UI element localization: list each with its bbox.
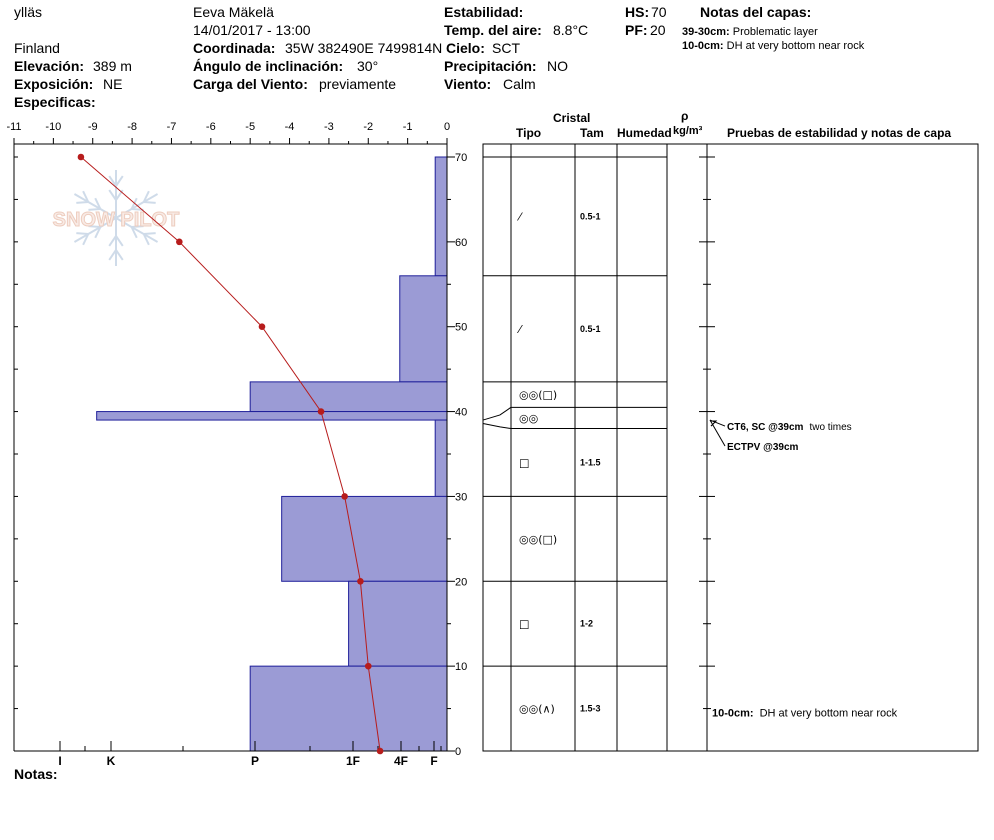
layer-note-1-range: 39-30cm: bbox=[682, 26, 730, 38]
hardness-bar-5 bbox=[282, 496, 447, 581]
notes-label: Notas: bbox=[14, 766, 58, 782]
temp-tick-label: -5 bbox=[245, 121, 256, 133]
crystal-type-3: ◎◎ bbox=[519, 411, 539, 425]
air-temp-value: 8.8°C bbox=[553, 22, 589, 38]
crystal-type-2: ◎◎(□) bbox=[519, 388, 558, 402]
temp-tick-label: -10 bbox=[45, 121, 62, 133]
hardness-bar-6 bbox=[349, 581, 447, 666]
temp-tick-label: -2 bbox=[363, 121, 374, 133]
specifics-label: Especificas: bbox=[14, 94, 96, 110]
temperature-point bbox=[259, 323, 266, 330]
layer-note-1-text: Problematic layer bbox=[732, 26, 818, 38]
hardness-tick-label: P bbox=[250, 754, 260, 768]
snowflake-branch bbox=[109, 190, 116, 200]
stability-test-1 bbox=[727, 442, 799, 453]
temp-tick-label: -8 bbox=[127, 121, 137, 133]
crystal-type-0: ⁄ bbox=[519, 210, 521, 224]
snowflake-branch bbox=[76, 202, 88, 203]
coord-value: 35W 382490E 7499814N bbox=[285, 40, 443, 56]
height-tick-label: 30 bbox=[455, 491, 468, 504]
snowflake-branch bbox=[109, 250, 116, 260]
country: Finland bbox=[14, 40, 60, 56]
wind-value: Calm bbox=[503, 76, 536, 92]
stratigraphy-table bbox=[483, 144, 978, 751]
hardness-bar-7 bbox=[250, 666, 447, 751]
crystal-type-6: □ bbox=[519, 617, 530, 631]
height-tick-label: 20 bbox=[455, 576, 468, 589]
coord-label: Coordinada: bbox=[193, 40, 276, 56]
pf-value: 20 bbox=[650, 22, 666, 38]
wind-label: Viento: bbox=[444, 76, 492, 92]
temperature-point bbox=[357, 578, 364, 585]
elevation-label: Elevación: bbox=[14, 58, 85, 74]
tests-header: Pruebas de estabilidad y notas de capa bbox=[727, 126, 952, 140]
snowflake-branch bbox=[144, 202, 156, 203]
air-temp-label: Temp. del aire: bbox=[444, 22, 542, 38]
height-tick-label: 60 bbox=[455, 236, 468, 249]
layer-note-row bbox=[712, 708, 898, 720]
datetime: 14/01/2017 - 13:00 bbox=[193, 22, 311, 38]
wind-load-label: Carga del Viento: bbox=[193, 76, 308, 92]
slope-label: Ángulo de inclinación: bbox=[193, 58, 344, 74]
hs-value: 70 bbox=[651, 4, 667, 20]
elevation-value: 389 m bbox=[93, 58, 132, 74]
size-header: Tam bbox=[580, 126, 604, 140]
temp-tick-label: -7 bbox=[166, 121, 177, 133]
temp-tick-label: -9 bbox=[87, 121, 98, 133]
snowflake-branch bbox=[116, 250, 123, 260]
precip-value: NO bbox=[547, 58, 568, 74]
observer: Eeva Mäkelä bbox=[193, 4, 274, 20]
hardness-bar-4 bbox=[435, 420, 447, 496]
snowflake-branch bbox=[144, 233, 156, 234]
temp-tick-label: -11 bbox=[6, 121, 22, 133]
precip-label: Precipitación: bbox=[444, 58, 537, 74]
crystal-size-4: 1-1.5 bbox=[580, 457, 601, 468]
crystal-size-1: 0.5-1 bbox=[580, 323, 601, 334]
layer-note-text: DH at very bottom near rock bbox=[759, 707, 898, 720]
hardness-bar-1 bbox=[400, 276, 447, 382]
hardness-bar-0 bbox=[435, 157, 447, 276]
stability-test-0 bbox=[727, 422, 852, 433]
temperature-line bbox=[81, 157, 380, 751]
hardness-bar-3 bbox=[97, 412, 447, 420]
layer-note-2-range: 10-0cm: bbox=[682, 40, 724, 52]
temp-tick-label: -3 bbox=[324, 121, 334, 133]
sky-label: Cielo: bbox=[446, 40, 485, 56]
hardness-tick-label: 1F bbox=[345, 754, 361, 768]
height-tick-label: 70 bbox=[455, 152, 468, 164]
wind-load-value: previamente bbox=[319, 76, 397, 92]
temperature-point bbox=[365, 663, 372, 670]
temp-tick-label: 0 bbox=[443, 121, 451, 133]
sky-value: SCT bbox=[492, 40, 520, 56]
watermark-text: SNOW PILOT bbox=[52, 209, 180, 231]
test-label: CT6, SC @39cm bbox=[727, 422, 804, 434]
snowflake-branch bbox=[109, 236, 116, 246]
temperature-point bbox=[78, 154, 85, 161]
hardness-bar-2 bbox=[250, 382, 447, 412]
crystal-type-7: ◎◎(∧) bbox=[519, 702, 555, 716]
crystal-size-0: 0.5-1 bbox=[580, 211, 601, 222]
slope-value: 30° bbox=[357, 58, 379, 74]
temp-tick-label: -6 bbox=[205, 121, 216, 133]
test-arrow bbox=[710, 420, 725, 446]
aspect-label: Exposición: bbox=[14, 76, 94, 92]
layer-note-2-text: DH at very bottom near rock bbox=[726, 40, 865, 52]
crystal-header: Cristal bbox=[553, 111, 591, 125]
hardness-tick-label: K bbox=[106, 754, 116, 768]
crystal-size-7: 1.5-3 bbox=[580, 703, 601, 714]
height-tick-label: 10 bbox=[455, 661, 468, 674]
layer-notes-title: Notas del capas: bbox=[700, 4, 812, 20]
snowflake-branch bbox=[116, 236, 123, 246]
aspect-value: NE bbox=[103, 76, 123, 92]
location: ylläs bbox=[14, 4, 43, 20]
crystal-type-5: ◎◎(□) bbox=[519, 532, 558, 546]
connector-line bbox=[483, 423, 511, 428]
crystal-type-1: ⁄ bbox=[519, 322, 521, 336]
test-label: ECTPV @39cm bbox=[727, 442, 799, 454]
hardness-tick-label: I bbox=[58, 754, 62, 768]
type-header: Tipo bbox=[516, 126, 542, 140]
density-unit: kg/m³ bbox=[673, 125, 703, 137]
height-tick-label: 40 bbox=[455, 406, 468, 419]
crystal-type-4: □ bbox=[519, 456, 530, 470]
temp-tick-label: -1 bbox=[402, 121, 413, 133]
test-note: two times bbox=[809, 422, 852, 434]
temperature-point bbox=[377, 748, 384, 755]
stability-label: Estabilidad: bbox=[444, 4, 524, 20]
moisture-header: Humedad bbox=[617, 126, 672, 140]
density-symbol: ρ bbox=[681, 109, 689, 123]
temperature-point bbox=[318, 408, 325, 415]
height-tick-label: 0 bbox=[455, 746, 462, 758]
temperature-point bbox=[341, 493, 348, 500]
crystal-size-6: 1-2 bbox=[580, 618, 594, 629]
temperature-point bbox=[176, 239, 183, 246]
height-tick-label: 50 bbox=[455, 321, 468, 334]
connector-line bbox=[483, 407, 511, 420]
hs-label: HS: bbox=[625, 4, 650, 20]
pf-label: PF: bbox=[625, 22, 648, 38]
snowflake-branch bbox=[76, 233, 88, 234]
hardness-tick-label: F bbox=[430, 754, 438, 768]
hardness-tick-label: 4F bbox=[393, 754, 409, 768]
snow-pilot-watermark bbox=[53, 170, 180, 266]
temp-tick-label: -4 bbox=[284, 121, 295, 133]
snowflake-branch bbox=[116, 176, 123, 186]
layer-note-range: 10-0cm: bbox=[712, 707, 754, 720]
